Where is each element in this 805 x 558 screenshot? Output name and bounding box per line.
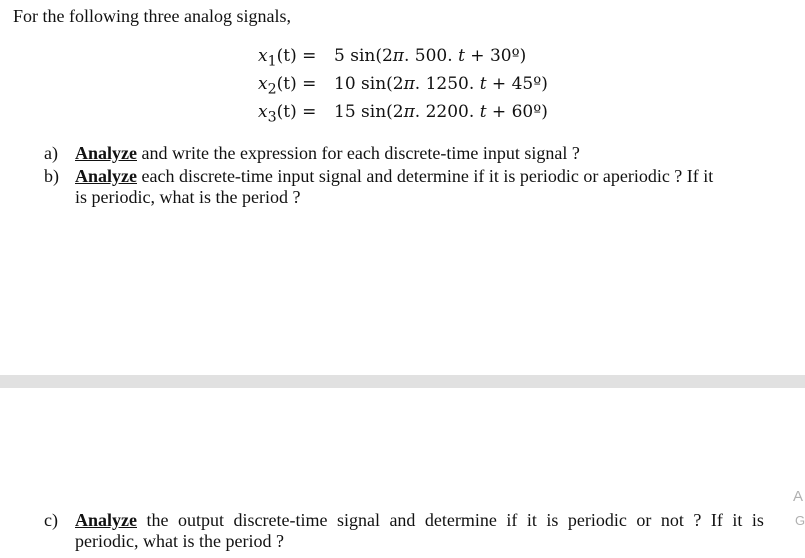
equation-x3: $x_3(t)$ = 15 sin(2π. 2200. t + 60º) — [258, 101, 548, 126]
edge-letter-g: G — [795, 513, 805, 528]
question-c-keyword: Analyze — [75, 510, 137, 530]
question-b-marker: b) — [44, 166, 59, 186]
question-a-text: and write the expression for each discrete-time input signal ? — [137, 143, 580, 163]
question-c-marker: c) — [44, 510, 58, 530]
intro-text: For the following three analog signals, — [13, 6, 291, 26]
question-a — [44, 143, 804, 165]
question-a-marker: a) — [44, 143, 58, 163]
question-a-keyword: Analyze — [75, 143, 137, 163]
edge-letter-a: A — [793, 488, 804, 505]
equation-x1: $x_1(t)$ = 5 sin(2π. 500. t + 30º) — [258, 46, 527, 70]
question-c-text-line1: the output discrete-time signal and determine if it is periodic or not ? If it is — [137, 510, 764, 530]
question-c-text-line2: periodic, what is the period ? — [75, 531, 284, 551]
question-b-keyword: Analyze — [75, 166, 137, 186]
question-b — [44, 166, 804, 210]
page-separator — [0, 375, 805, 388]
question-c — [44, 510, 804, 554]
equation-x2: $x_2(t)$ = 10 sin(2π. 1250. t + 45º) — [258, 73, 548, 98]
question-b-text-line2: is periodic, what is the period ? — [75, 187, 301, 207]
question-b-text-line1: each discrete-time input signal and determine if it is periodic or aperiodic ? If it — [137, 166, 714, 186]
equation-block — [258, 45, 548, 129]
